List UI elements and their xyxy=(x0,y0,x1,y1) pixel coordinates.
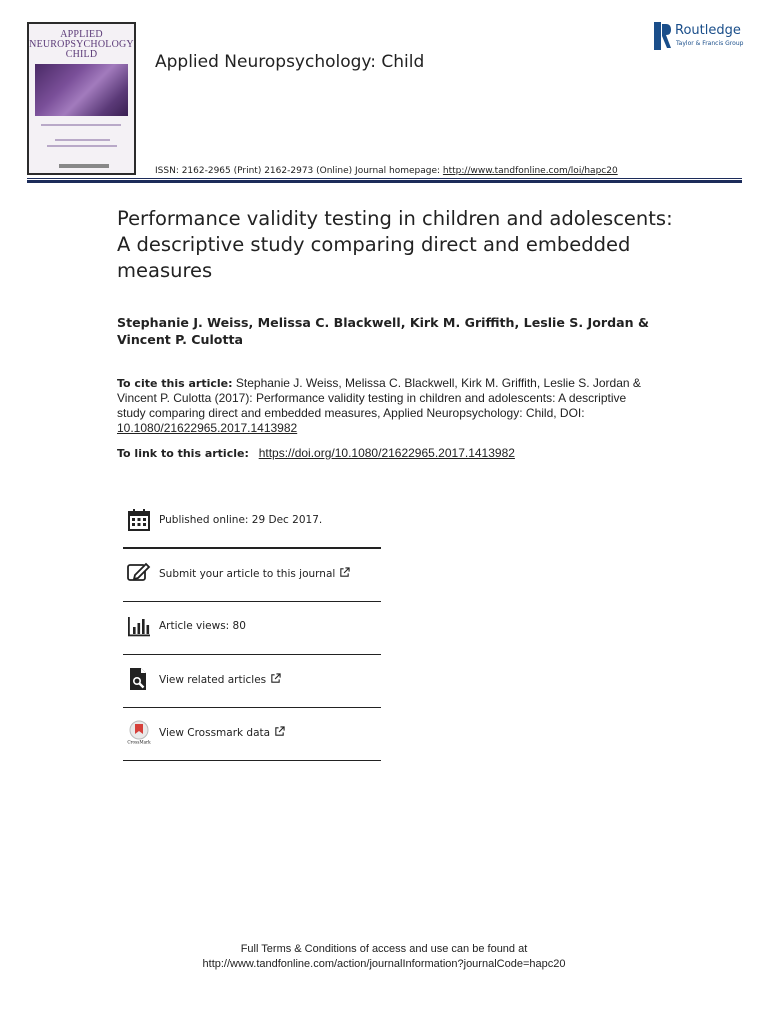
external-link-icon xyxy=(339,567,350,578)
footer-terms-text: Full Terms & Conditions of access and use can be found at xyxy=(240,943,528,955)
submit-article-item[interactable] xyxy=(123,549,381,602)
journal-name: Applied Neuropsychology: Child xyxy=(155,52,425,72)
publisher-logo xyxy=(654,22,746,50)
header-rule xyxy=(27,178,742,179)
crossmark-label: View Crossmark data xyxy=(159,727,271,739)
related-articles-item[interactable] xyxy=(123,655,381,708)
article-link-label: To link to this article: xyxy=(117,447,253,460)
related-articles-link[interactable] xyxy=(159,673,281,686)
crossmark-caption: CrossMark xyxy=(127,739,151,744)
crossmark-link[interactable] xyxy=(159,726,285,739)
citation-block xyxy=(117,376,647,436)
cover-artwork xyxy=(35,64,128,116)
edit-icon xyxy=(127,561,151,585)
citation-label: To cite this article: xyxy=(117,377,233,390)
crossmark-icon xyxy=(127,720,151,744)
article-views-item xyxy=(123,602,381,655)
calendar-icon xyxy=(127,508,151,532)
citation-doi-link[interactable]: 10.1080/21622965.2017.1413982 xyxy=(117,421,298,435)
cover-title-line-2: NEUROPSYCHOLOGY xyxy=(29,39,134,50)
routledge-logo-icon xyxy=(654,22,672,50)
cover-title xyxy=(29,30,134,60)
article-title: Performance validity testing in children and adolescents: A descriptive study comparing direct and embedded measures xyxy=(117,207,673,282)
submit-article-label: Submit your article to this journal xyxy=(159,568,336,580)
citation-text: Stephanie J. Weiss, Melissa C. Blackwell, Kirk M. Griffith, Leslie S. Jordan & Vincent P. Culotta (2017): Performance validity testing in children and adolescents: A descriptive study comparing direct and embedded measures, Applied Neuropsychology: Child, DOI: xyxy=(117,376,641,420)
issn-line xyxy=(155,166,618,176)
header-rule-thick xyxy=(27,180,742,183)
cover-text-line xyxy=(55,139,110,141)
article-doi-link[interactable]: https://doi.org/10.1080/21622965.2017.1413982 xyxy=(258,446,515,460)
cover-publisher-mark xyxy=(59,164,109,168)
cover-text-line xyxy=(47,145,117,147)
bar-chart-icon xyxy=(127,614,151,638)
document-search-icon xyxy=(127,667,151,691)
published-online-item xyxy=(123,496,381,549)
divider xyxy=(123,760,381,761)
submit-article-link[interactable] xyxy=(159,567,350,580)
issn-text: ISSN: 2162-2965 (Print) 2162-2973 (Online) Journal homepage: xyxy=(155,166,443,176)
external-link-icon xyxy=(274,726,285,737)
cover-title-line-3: CHILD xyxy=(65,49,98,60)
article-link-block xyxy=(117,446,657,460)
publisher-logo-subtitle: Taylor & Francis Group xyxy=(676,40,744,47)
publisher-logo-name: Routledge xyxy=(675,23,741,38)
footer-terms-url[interactable]: http://www.tandfonline.com/action/journalInformation?journalCode=hapc20 xyxy=(202,958,566,970)
crossmark-item[interactable] xyxy=(123,708,381,761)
article-authors: Stephanie J. Weiss, Melissa C. Blackwell, Kirk M. Griffith, Leslie S. Jordan & Vincent P. Culotta xyxy=(117,315,649,347)
journal-cover-image xyxy=(27,22,136,175)
published-online-text: Published online: 29 Dec 2017. xyxy=(159,514,323,526)
article-meta-list xyxy=(123,496,381,761)
footer xyxy=(0,942,768,972)
article-views-text: Article views: 80 xyxy=(159,620,246,632)
cover-text-line xyxy=(41,124,121,126)
journal-homepage-link[interactable]: http://www.tandfonline.com/loi/hapc20 xyxy=(442,166,618,176)
related-articles-label: View related articles xyxy=(159,674,267,686)
cover-title-line-1: APPLIED xyxy=(60,29,103,40)
external-link-icon xyxy=(270,673,281,684)
